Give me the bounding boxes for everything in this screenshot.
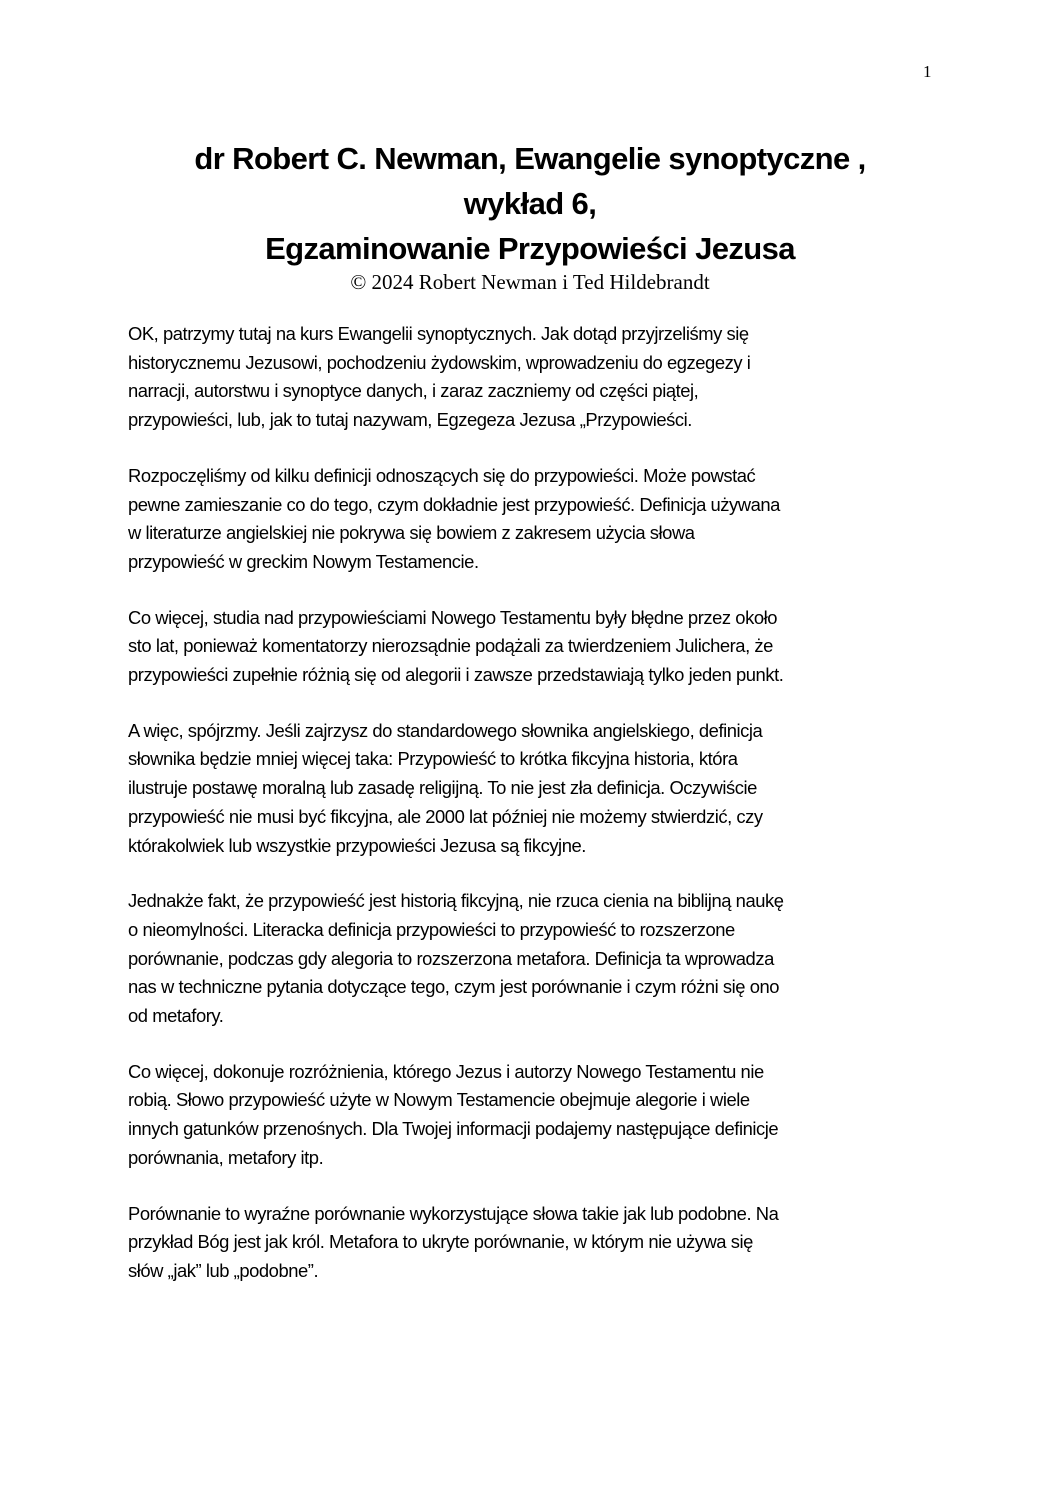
- text-line: nas w techniczne pytania dotyczące tego, czym jest porównanie i czym różni się ono: [128, 976, 780, 998]
- text-line: OK, patrzymy tutaj na kurs Ewangelii synoptycznych. Jak dotąd przyjrzeliśmy się: [128, 323, 749, 344]
- text-line: narracji, autorstwu i synoptyce danych, i zaraz zaczniemy od części piątej,: [128, 380, 699, 402]
- text-line: sto lat, ponieważ komentatorzy nierozsądnie podążali za twierdzeniem Julichera, że: [128, 635, 773, 657]
- paragraph-2: [128, 462, 928, 577]
- paragraph-6: [128, 1058, 928, 1173]
- text-line: Porównanie to wyraźne porównanie wykorzystujące słowa takie jak lub podobne. Na: [128, 1202, 779, 1224]
- text-line: porównania, metafory itp.: [128, 1146, 324, 1168]
- text-line: historycznemu Jezusowi, pochodzeniu żydowskim, wprowadzeniu do egzegezy i: [128, 351, 751, 373]
- paragraph-7: [128, 1200, 928, 1286]
- paragraph-1: [128, 320, 928, 435]
- text-line: o nieomylności. Literacka definicja przypowieści to przypowieść to rozszerzone: [128, 918, 735, 940]
- text-line: przypowieść nie musi być fikcyjna, ale 2000 lat później nie możemy stwierdzić, czy: [128, 805, 763, 827]
- document-title-line-1: dr Robert C. Newman, Ewangelie synoptyczne ,: [194, 141, 866, 176]
- text-line: Jednakże fakt, że przypowieść jest historią fikcyjną, nie rzuca cienia na biblijną naukę: [128, 890, 784, 912]
- copyright-notice: © 2024 Robert Newman i Ted Hildebrandt: [350, 270, 710, 294]
- paragraph-5: [128, 887, 928, 1031]
- text-line: przykład Bóg jest jak król. Metafora to ukryte porównanie, w którym nie używa się: [128, 1231, 753, 1253]
- text-line: Rozpoczęliśmy od kilku definicji odnoszących się do przypowieści. Może powstać: [128, 464, 756, 486]
- text-line: porównanie, podczas gdy alegoria to rozszerzona metafora. Definicja ta wprowadza: [128, 947, 774, 969]
- title-block: [100, 136, 960, 295]
- paragraph-3: [128, 604, 928, 690]
- text-line: innych gatunków przenośnych. Dla Twojej informacji podajemy następujące definicje: [128, 1118, 779, 1140]
- text-line: słownika będzie mniej więcej taka: Przypowieść to krótka fikcyjna historia, która: [128, 748, 738, 770]
- document-title-line-2: wykład 6,: [463, 186, 597, 221]
- document-title-line-3: Egzaminowanie Przypowieści Jezusa: [265, 231, 795, 266]
- text-line: w literaturze angielskiej nie pokrywa się bowiem z zakresem użycia słowa: [128, 522, 695, 544]
- document-body: [128, 320, 928, 1313]
- text-line: ilustruje postawę moralną lub zasadę religijną. To nie jest zła definicja. Oczywiście: [128, 777, 757, 799]
- text-line: słów „jak” lub „podobne”.: [128, 1259, 319, 1281]
- text-line: Co więcej, dokonuje rozróżnienia, którego Jezus i autorzy Nowego Testamentu nie: [128, 1060, 764, 1082]
- text-line: przypowieść w greckim Nowym Testamencie.: [128, 550, 479, 572]
- text-line: pewne zamieszanie co do tego, czym dokładnie jest przypowieść. Definicja używana: [128, 493, 780, 515]
- text-line: od metafory.: [128, 1005, 224, 1027]
- text-line: przypowieści, lub, jak to tutaj nazywam, Egzegeza Jezusa „Przypowieści.: [128, 409, 692, 431]
- page-number: 1: [923, 62, 932, 81]
- paragraph-4: [128, 717, 928, 861]
- text-line: robią. Słowo przypowieść użyte w Nowym Testamencie obejmuje alegorie i wiele: [128, 1089, 750, 1111]
- text-line: A więc, spójrzmy. Jeśli zajrzysz do standardowego słownika angielskiego, definicja: [128, 719, 763, 741]
- text-line: którakolwiek lub wszystkie przypowieści Jezusa są fikcyjne.: [128, 834, 586, 856]
- text-line: Co więcej, studia nad przypowieściami Nowego Testamentu były błędne przez około: [128, 606, 778, 628]
- text-line: przypowieści zupełnie różnią się od alegorii i zawsze przedstawiają tylko jeden punkt.: [128, 664, 784, 686]
